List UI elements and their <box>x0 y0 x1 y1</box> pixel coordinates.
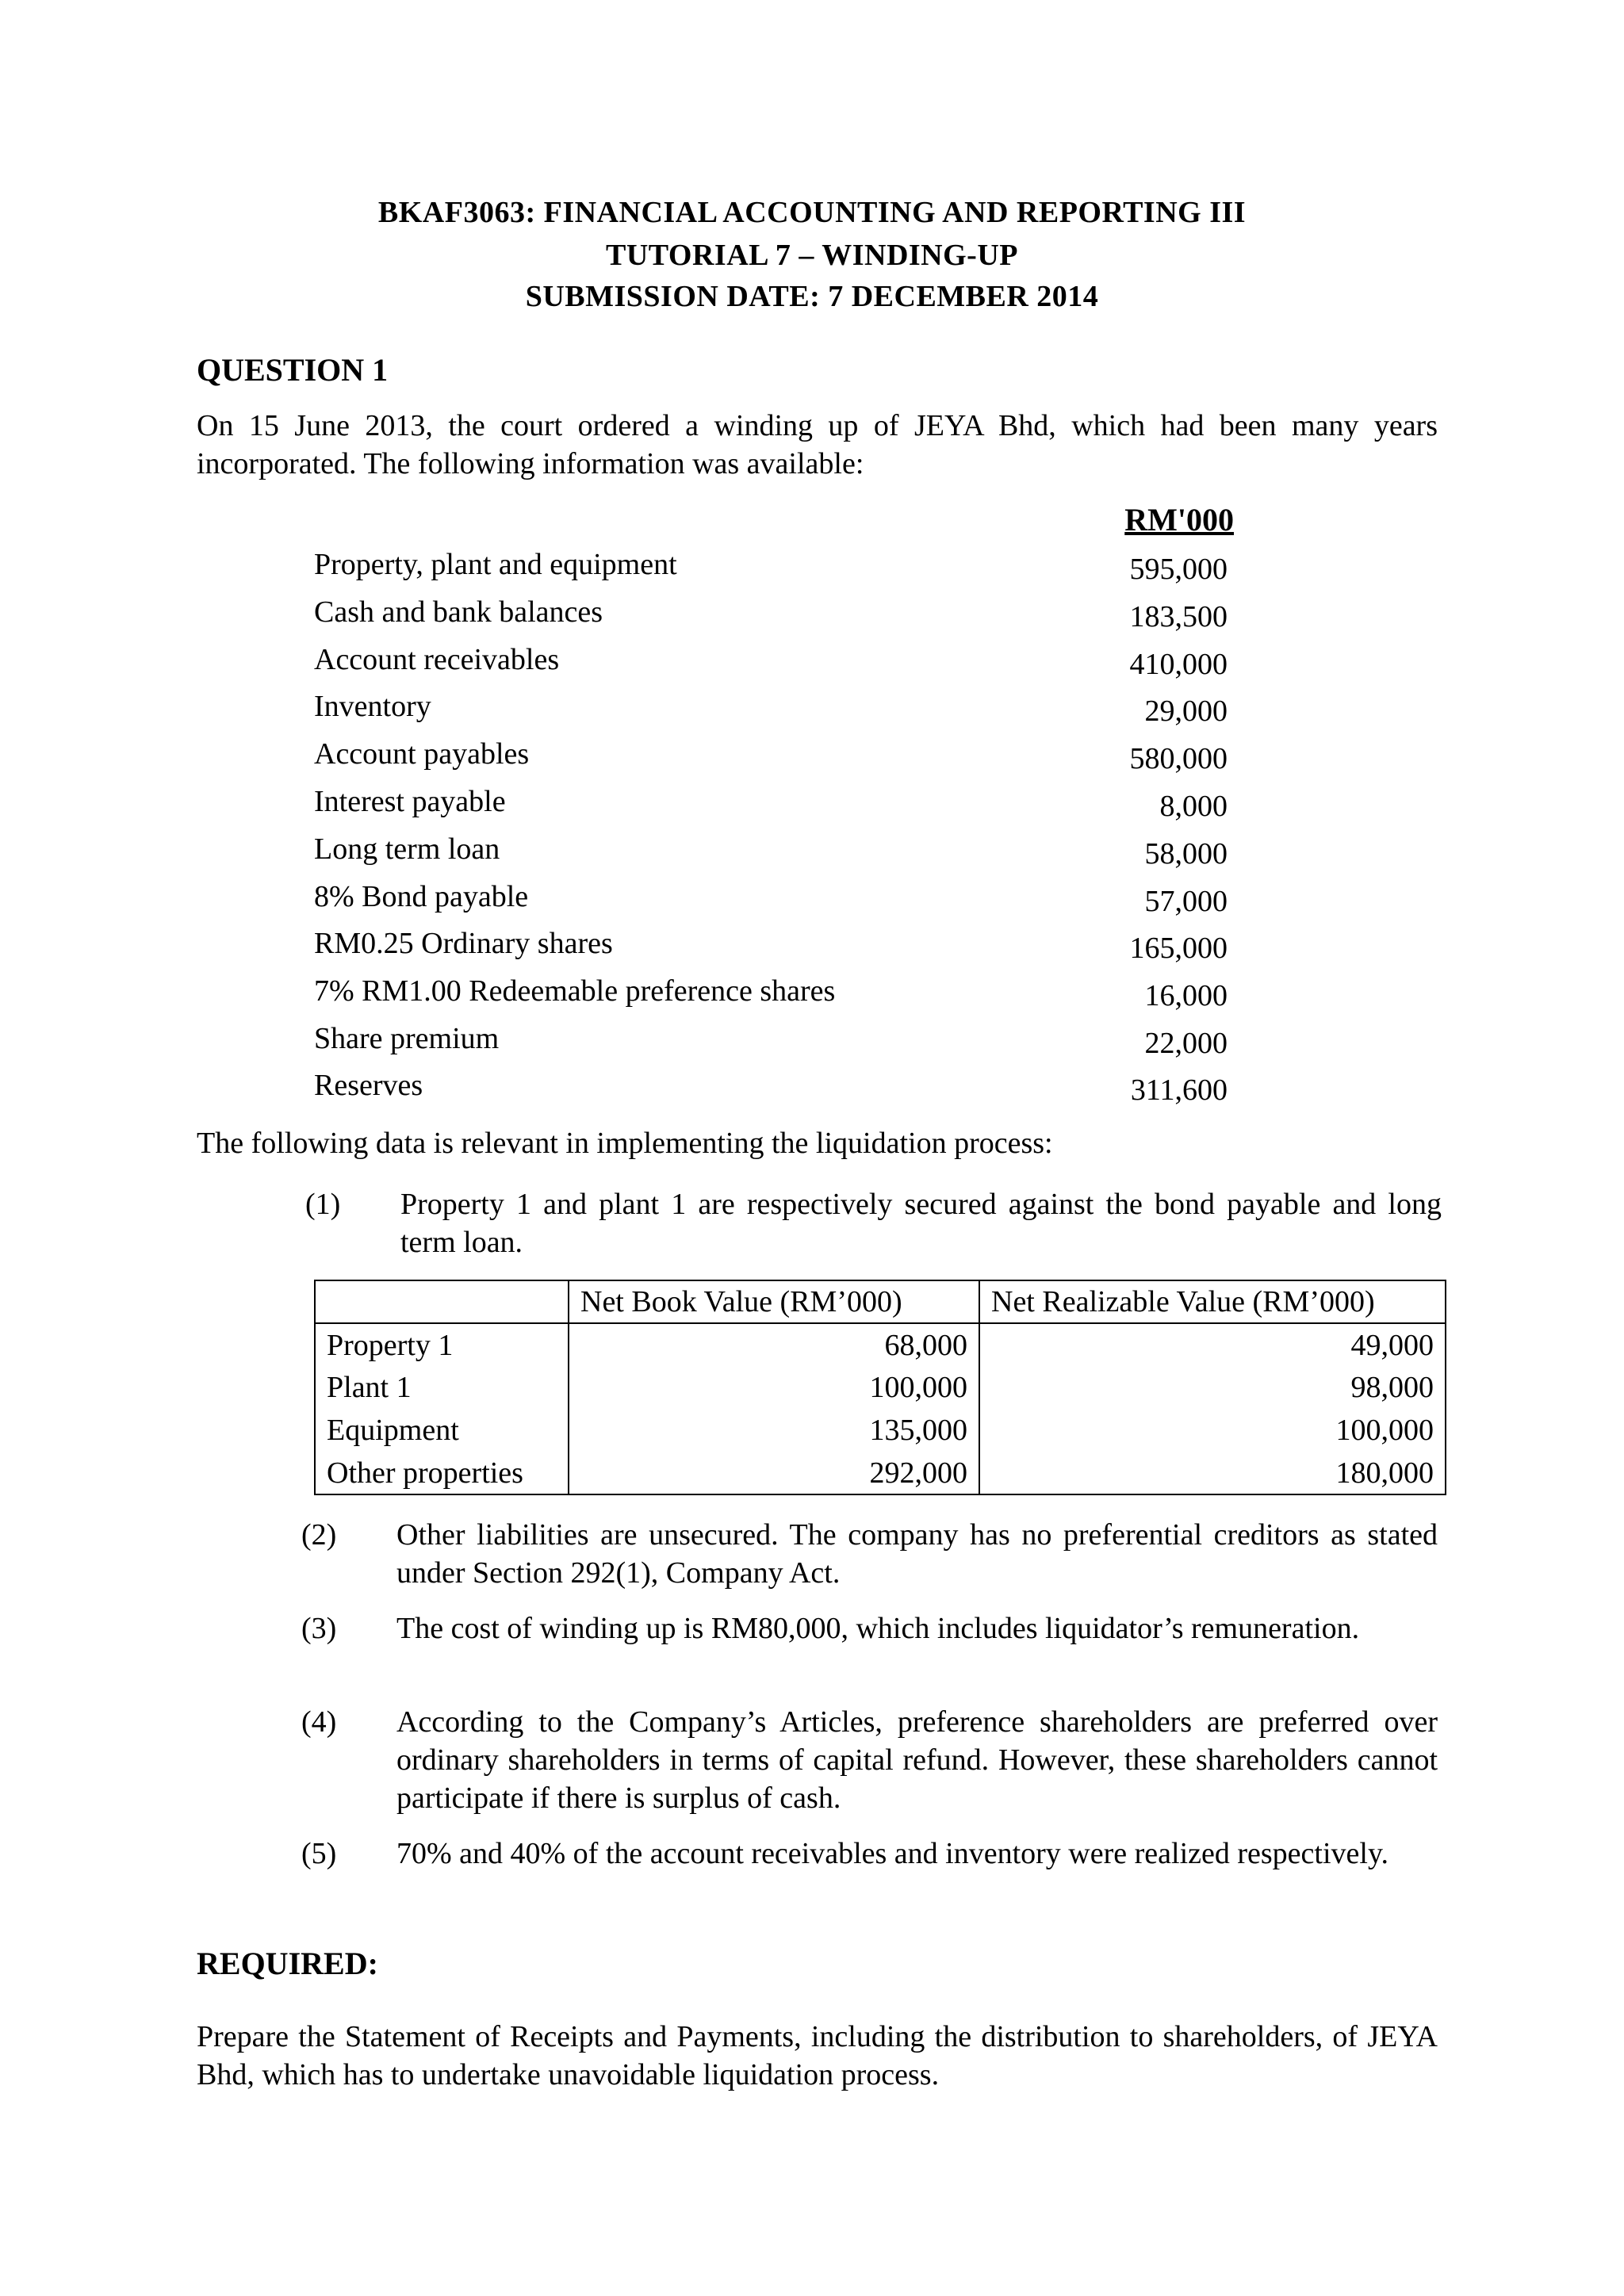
net-realizable-value-cell: 49,000 <box>979 1323 1446 1366</box>
item-number: (4) <box>301 1705 337 1739</box>
account-value: 580,000 <box>1129 742 1228 775</box>
table-header-row <box>315 1280 1446 1323</box>
account-value: 57,000 <box>1144 885 1228 918</box>
account-value: 29,000 <box>1144 695 1228 728</box>
account-row <box>314 974 1228 1018</box>
account-value: 410,000 <box>1129 648 1228 681</box>
item-number: (1) <box>305 1188 341 1221</box>
account-label: Interest payable <box>314 785 506 818</box>
account-label: RM0.25 Ordinary shares <box>314 927 613 960</box>
account-value: 165,000 <box>1129 932 1228 965</box>
account-label: Inventory <box>314 690 431 723</box>
account-label: Property, plant and equipment <box>314 548 677 581</box>
account-label: Long term loan <box>314 832 500 866</box>
account-row <box>314 689 1228 733</box>
asset-name-cell: Property 1 <box>315 1323 569 1366</box>
account-row <box>314 879 1228 924</box>
account-label: 7% RM1.00 Redeemable preference shares <box>314 974 836 1008</box>
account-row <box>314 926 1228 970</box>
net-realizable-value-cell: 180,000 <box>979 1452 1446 1494</box>
question-heading: QUESTION 1 <box>197 352 389 388</box>
account-row <box>314 642 1228 687</box>
submission-date: SUBMISSION DATE: 7 DECEMBER 2014 <box>525 280 1099 313</box>
net-book-value-cell: 292,000 <box>569 1452 979 1494</box>
account-row <box>314 547 1228 591</box>
account-value: 58,000 <box>1144 837 1228 871</box>
account-label: Cash and bank balances <box>314 595 603 629</box>
table-header-cell <box>315 1280 569 1323</box>
account-label: 8% Bond payable <box>314 880 529 913</box>
table-row <box>315 1409 1446 1452</box>
unit-header: RM'000 <box>1124 502 1234 538</box>
net-book-value-cell: 100,000 <box>569 1366 979 1409</box>
net-realizable-value-cell: 98,000 <box>979 1366 1446 1409</box>
account-row <box>314 832 1228 876</box>
asset-name-cell: Other properties <box>315 1452 569 1494</box>
net-book-value-cell: 135,000 <box>569 1409 979 1452</box>
account-value: 16,000 <box>1144 979 1228 1012</box>
account-value: 595,000 <box>1129 553 1228 586</box>
account-row <box>314 737 1228 781</box>
tutorial-title: TUTORIAL 7 – WINDING-UP <box>605 239 1018 272</box>
account-label: Account payables <box>314 737 530 771</box>
item-number: (3) <box>301 1612 337 1645</box>
table-header-cell: Net Realizable Value (RM’000) <box>979 1280 1446 1323</box>
asset-value-table <box>314 1280 1446 1495</box>
table-row <box>315 1366 1446 1409</box>
account-label: Reserves <box>314 1069 423 1102</box>
item-text: The cost of winding up is RM80,000, which includes liquidator’s remuneration. <box>396 1612 1360 1645</box>
item-text: 70% and 40% of the account receivables and inventory were realized respectively. <box>396 1837 1388 1870</box>
asset-name-cell: Plant 1 <box>315 1366 569 1409</box>
account-row <box>314 784 1228 828</box>
table-row <box>315 1452 1446 1494</box>
asset-name-cell: Equipment <box>315 1409 569 1452</box>
item-text: Property 1 and plant 1 are respectively secured against the bond payable and long term loan. <box>400 1188 1442 1259</box>
table-row <box>315 1323 1446 1366</box>
course-title: BKAF3063: FINANCIAL ACCOUNTING AND REPORTING III <box>377 196 1247 229</box>
account-row <box>314 595 1228 639</box>
account-row <box>314 1021 1228 1066</box>
item-number: (5) <box>301 1837 337 1870</box>
account-row <box>314 1068 1228 1112</box>
item-text: Other liabilities are unsecured. The company has no preferential creditors as stated under Section 292(1), Company Act. <box>396 1518 1438 1590</box>
account-label: Account receivables <box>314 643 560 676</box>
question-intro: On 15 June 2013, the court ordered a winding up of JEYA Bhd, which had been many years incorporated. The following information was available: <box>197 409 1438 480</box>
net-book-value-cell: 68,000 <box>569 1323 979 1366</box>
account-label: Share premium <box>314 1022 500 1055</box>
item-number: (2) <box>301 1518 337 1552</box>
net-realizable-value-cell: 100,000 <box>979 1409 1446 1452</box>
account-value: 311,600 <box>1130 1073 1228 1107</box>
account-value: 8,000 <box>1159 790 1228 823</box>
account-value: 183,500 <box>1129 600 1228 633</box>
account-value: 22,000 <box>1144 1027 1228 1060</box>
table-header-cell: Net Book Value (RM’000) <box>569 1280 979 1323</box>
relevant-intro: The following data is relevant in implementing the liquidation process: <box>197 1127 1053 1160</box>
required-text: Prepare the Statement of Receipts and Payments, including the distribution to shareholders, of JEYA Bhd, which has to undertake unavoidable liquidation process. <box>197 2020 1438 2091</box>
item-text: According to the Company’s Articles, preference shareholders are preferred over ordinary shareholders in terms of capital refund. However, these shareholders cannot participate if there is surplus of cash. <box>396 1705 1438 1815</box>
required-heading: REQUIRED: <box>197 1946 378 1981</box>
